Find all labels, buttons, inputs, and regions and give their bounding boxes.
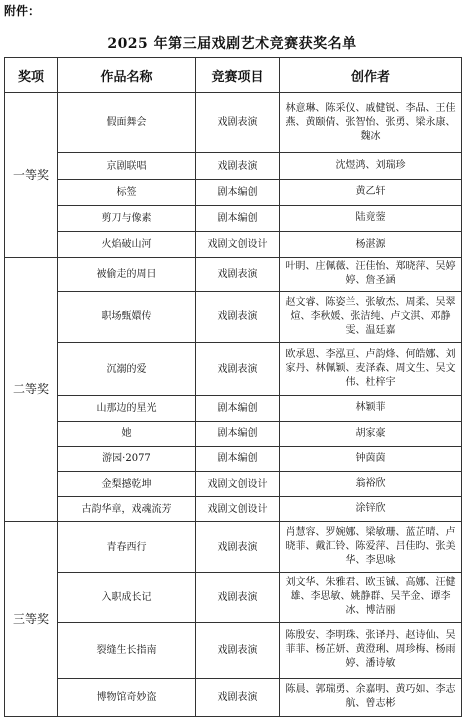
award-level-cell: 一等奖 bbox=[5, 93, 58, 258]
category-cell: 剧本编创 bbox=[196, 396, 280, 421]
creators-cell: 欧承恩、李泓亘、卢韵烽、何皓娜、刘家丹、林佩颖、麦泽森、周文生、吴文伟、杜梓宇 bbox=[280, 342, 462, 395]
table-row bbox=[5, 522, 462, 572]
awards-table bbox=[4, 57, 462, 717]
creators-cell: 林颖菲 bbox=[280, 396, 462, 421]
work-name-cell: 京剧联唱 bbox=[58, 153, 196, 179]
work-name-cell: 剪刀与像素 bbox=[58, 205, 196, 231]
table-row bbox=[5, 342, 462, 395]
creators-cell: 赵文睿、陈姿兰、张敏杰、周柔、吴翠煊、李秋媛、张洁纯、卢文淇、邓静雯、温廷嘉 bbox=[280, 291, 462, 342]
creators-cell: 杨湛源 bbox=[280, 232, 462, 258]
table-row bbox=[5, 205, 462, 231]
creators-cell: 翁裕欣 bbox=[280, 471, 462, 496]
table-row bbox=[5, 179, 462, 205]
work-name-cell: 游园·2077 bbox=[58, 446, 196, 471]
table-row bbox=[5, 291, 462, 342]
category-cell: 戏剧表演 bbox=[196, 153, 280, 179]
work-name-cell: 沉溺的爱 bbox=[58, 342, 196, 395]
creators-cell: 刘文华、朱雅君、欧玉铖、高娜、汪健雄、李思敏、姚静群、吴芊金、谭李冰、博洁丽 bbox=[280, 572, 462, 622]
category-cell: 戏剧表演 bbox=[196, 258, 280, 291]
work-name-cell: 她 bbox=[58, 421, 196, 446]
table-row bbox=[5, 497, 462, 522]
category-cell: 剧本编创 bbox=[196, 179, 280, 205]
work-name-cell: 被偷走的周日 bbox=[58, 258, 196, 291]
table-row bbox=[5, 446, 462, 471]
work-name-cell: 山那边的星光 bbox=[58, 396, 196, 421]
document-title: 2025 年第三届戏剧艺术竞赛获奖名单 bbox=[107, 36, 357, 52]
category-cell: 戏剧表演 bbox=[196, 93, 280, 153]
award-level-cell: 三等奖 bbox=[5, 522, 58, 717]
header-level: 奖项 bbox=[5, 58, 58, 93]
table-header-row bbox=[5, 58, 462, 93]
creators-cell: 陆竟蓥 bbox=[280, 205, 462, 231]
table-row bbox=[5, 572, 462, 622]
category-cell: 戏剧表演 bbox=[196, 342, 280, 395]
work-name-cell: 古韵华章，戏魂流芳 bbox=[58, 497, 196, 522]
table-row bbox=[5, 421, 462, 446]
attachment-label: 附件： bbox=[4, 4, 41, 18]
work-name-cell: 职场甄嬛传 bbox=[58, 291, 196, 342]
creators-cell: 林意琳、陈采仪、戚健锐、李晶、王佳燕、黄颐倩、张智怡、张勇、梁永康、魏冰 bbox=[280, 93, 462, 153]
work-name-cell: 博物馆奇妙盗 bbox=[58, 678, 196, 716]
category-cell: 戏剧表演 bbox=[196, 291, 280, 342]
work-name-cell: 假面舞会 bbox=[58, 93, 196, 153]
table-row bbox=[5, 396, 462, 421]
table-row bbox=[5, 153, 462, 179]
table-row bbox=[5, 258, 462, 291]
creators-cell: 肖慧容、罗婉娜、梁敏珊、蓝芷晴、卢晓菲、戴汇铃、陈爱萍、吕佳昀、张美华、李思咏 bbox=[280, 522, 462, 572]
creators-cell: 黄乙轩 bbox=[280, 179, 462, 205]
work-name-cell: 裂缝生长指南 bbox=[58, 623, 196, 678]
category-cell: 剧本编创 bbox=[196, 446, 280, 471]
category-cell: 戏剧文创设计 bbox=[196, 471, 280, 496]
category-cell: 戏剧表演 bbox=[196, 678, 280, 716]
creators-cell: 陈殷安、李明珠、张译丹、赵诗仙、吴菲菲、杨芷妍、黄澄琍、周珍梅、杨雨婷、潘诗敏 bbox=[280, 623, 462, 678]
category-cell: 戏剧表演 bbox=[196, 623, 280, 678]
category-cell: 戏剧表演 bbox=[196, 522, 280, 572]
work-name-cell: 青春西行 bbox=[58, 522, 196, 572]
header-work-name: 作品名称 bbox=[58, 58, 196, 93]
table-row bbox=[5, 623, 462, 678]
work-name-cell: 入职成长记 bbox=[58, 572, 196, 622]
creators-cell: 叶眀、庄佩薇、汪佳怡、郑晓萍、吴婷婷、詹圣涵 bbox=[280, 258, 462, 291]
table-row bbox=[5, 678, 462, 716]
award-level-cell: 二等奖 bbox=[5, 258, 58, 522]
table-row bbox=[5, 471, 462, 496]
work-name-cell: 金梨撼乾坤 bbox=[58, 471, 196, 496]
creators-cell: 胡家豪 bbox=[280, 421, 462, 446]
category-cell: 戏剧文创设计 bbox=[196, 232, 280, 258]
category-cell: 剧本编创 bbox=[196, 421, 280, 446]
category-cell: 剧本编创 bbox=[196, 205, 280, 231]
creators-cell: 钟茵茵 bbox=[280, 446, 462, 471]
table-row bbox=[5, 93, 462, 153]
work-name-cell: 火焰破山河 bbox=[58, 232, 196, 258]
header-category: 竞赛项目 bbox=[196, 58, 280, 93]
header-creators: 创作者 bbox=[280, 58, 462, 93]
work-name-cell: 标签 bbox=[58, 179, 196, 205]
category-cell: 戏剧文创设计 bbox=[196, 497, 280, 522]
creators-cell: 陈晨、郭瑞勇、余嘉明、黄巧如、李志航、曾志彬 bbox=[280, 678, 462, 716]
table-row bbox=[5, 232, 462, 258]
category-cell: 戏剧表演 bbox=[196, 572, 280, 622]
creators-cell: 涂锌欣 bbox=[280, 497, 462, 522]
table-body bbox=[5, 93, 462, 717]
creators-cell: 沈煜鸿、刘瑞珍 bbox=[280, 153, 462, 179]
